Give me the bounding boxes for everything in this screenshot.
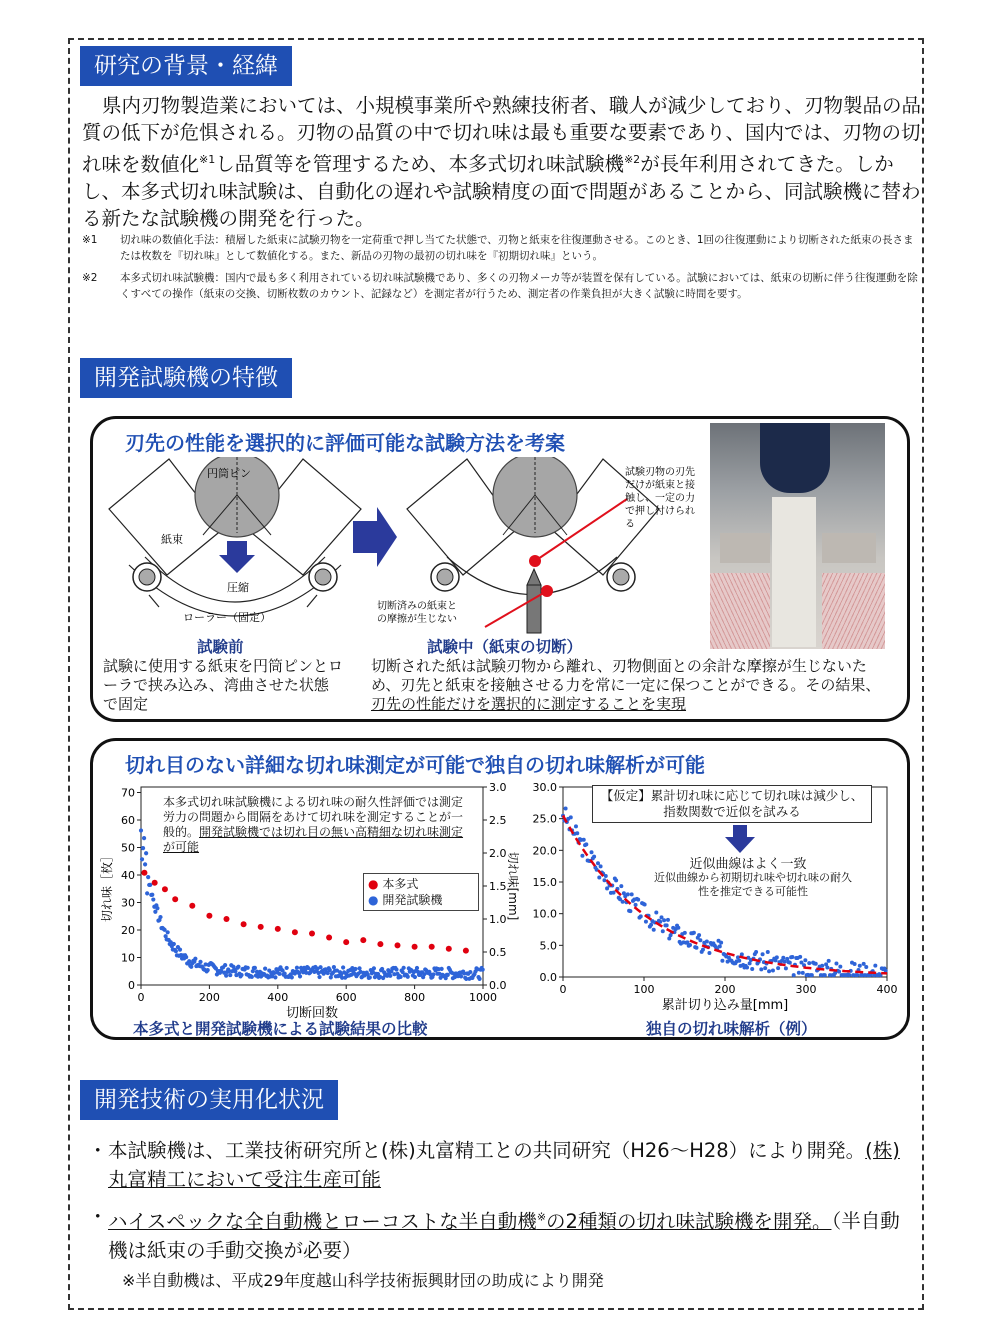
y-tick-label-left: 40	[121, 869, 135, 882]
footnote-1-mark: ※1	[82, 234, 98, 246]
data-point-honda	[377, 941, 383, 947]
legend-label-new-tester: 開発試験機	[382, 893, 443, 907]
data-point	[602, 878, 606, 882]
y-tick-label-left: 60	[121, 814, 135, 827]
bullet-2-text-a: ハイスペックな全自動機とローコストな半自動機	[108, 1209, 537, 1233]
chart-1-note-underlined: 開発試験機では切れ目の無い高精細な切れ味測定が可能	[163, 825, 464, 854]
y-tick-label: 0.0	[539, 971, 557, 984]
data-point	[705, 939, 709, 943]
data-point-new-tester	[223, 963, 227, 967]
data-point	[698, 938, 702, 942]
process-arrow-icon	[353, 507, 397, 567]
x-tick-label: 200	[714, 983, 736, 996]
data-point	[737, 959, 741, 963]
data-point-new-tester	[158, 915, 162, 919]
data-point-new-tester	[317, 975, 321, 979]
data-point	[630, 892, 634, 896]
data-point-new-tester	[142, 836, 146, 840]
data-point-honda	[463, 948, 469, 954]
data-point	[750, 967, 754, 971]
data-point	[771, 969, 775, 973]
data-point	[864, 965, 868, 969]
data-point	[621, 900, 625, 904]
data-point	[597, 875, 601, 879]
x-tick-label: 0	[559, 983, 567, 996]
data-point-new-tester	[318, 965, 322, 969]
data-point	[775, 955, 779, 959]
background-text-3: が長年利用されてきた。しかし、本多式切れ味試験は、自動化の遅れや試験精度の面で問題があることから、同試験機に替わる新たな試験機の開発を行った。	[82, 152, 921, 230]
y-tick-label-right: 1.0	[489, 913, 507, 926]
data-point	[776, 966, 780, 970]
data-point-new-tester	[332, 965, 336, 969]
data-point-honda	[292, 929, 298, 935]
data-point-new-tester	[440, 967, 444, 971]
chart-1-note	[163, 795, 473, 855]
data-point-honda	[241, 921, 247, 927]
data-point	[810, 973, 814, 977]
data-point-new-tester	[415, 966, 419, 970]
data-point-honda	[152, 880, 158, 886]
data-point-honda	[326, 934, 332, 940]
y-tick-label-left: 0	[128, 979, 135, 992]
data-point-new-tester	[148, 883, 152, 887]
data-point	[847, 973, 851, 977]
bullet-1-mark: ・	[88, 1139, 108, 1162]
background-text-1: 県内刃物製造業においては、小規模事業所や熟練技術者、職人が減少しており、刃物製品の品質の低下が危惧される。刃物の品質の中で切れ味は最も重要な要素であり、国内では、刃物の切れ味を数値化	[82, 94, 922, 176]
data-point	[580, 854, 584, 858]
caption-before-text: 試験に使用する紙束を円筒ピンとローラで挟み込み、湾曲させた状態で固定	[103, 657, 344, 713]
data-point	[590, 850, 594, 854]
data-point-new-tester	[263, 967, 267, 971]
y-tick-label-right: 1.5	[489, 880, 507, 893]
data-point-new-tester	[446, 973, 450, 977]
caption-during-text-a: 切断された紙は試験刃物から離れ、刃物側面との余計な摩擦が生じないため、刃先と紙束を接触させる力を常に一定に保つことができる。その結果、	[371, 657, 881, 694]
x-tick-label: 400	[267, 991, 289, 1004]
practical-footnote: ※半自動機は、平成29年度越山科学技術振興財団の助成により開発	[122, 1271, 604, 1290]
data-point-honda	[172, 896, 178, 902]
data-point	[855, 973, 859, 977]
data-point	[719, 941, 723, 945]
data-point-new-tester	[388, 974, 392, 978]
data-point-new-tester	[295, 966, 299, 970]
footnote-1	[82, 232, 920, 264]
data-point-new-tester	[236, 965, 240, 969]
data-point-new-tester	[250, 975, 254, 979]
data-point-new-tester	[145, 891, 149, 895]
data-point	[858, 964, 862, 968]
data-point-new-tester	[228, 973, 232, 977]
data-point-honda	[343, 939, 349, 945]
data-point	[827, 959, 831, 963]
data-point	[694, 946, 698, 950]
footnote-ref-1: ※1	[199, 153, 216, 166]
data-point-new-tester	[406, 975, 410, 979]
data-point	[807, 961, 811, 965]
panel-test-method	[90, 416, 910, 722]
data-point-honda	[258, 924, 264, 930]
label-compression: 圧縮	[227, 581, 249, 594]
data-point	[761, 952, 765, 956]
down-arrow-icon	[725, 825, 755, 855]
data-point	[643, 903, 647, 907]
data-point-new-tester	[398, 975, 402, 979]
data-point-new-tester	[174, 949, 178, 953]
data-point	[688, 943, 692, 947]
chart-1-note-a: 本多式切れ味試験機による切れ味の耐久性評価では測定労力の問題から間隔をあけて切れ味を測定することが一般的。	[163, 795, 464, 839]
caption-before-title: 試験前	[197, 638, 244, 656]
panel-1-title: 刃先の性能を選択的に評価可能な試験方法を考案	[125, 431, 565, 455]
footnote-2	[82, 270, 920, 302]
section-heading-background: 研究の背景・経緯	[80, 46, 292, 86]
data-point-new-tester	[239, 973, 243, 977]
label-paper-bundle: 紙束	[161, 533, 183, 546]
data-point	[614, 878, 618, 882]
data-point-new-tester	[172, 942, 176, 946]
data-point-honda	[360, 937, 366, 943]
footnote-1-text: 切れ味の数値化手法：積層した紙束に試験刃物を一定荷重で押し当てた状態で、刃物と紙束を往復運動させる。このとき、1回の往復運動により切断された紙束の長さまたは枚数を『切れ味』として数値化する。また、新品の刃物の最初の切れ味を『初期切れ味』という。	[120, 234, 914, 262]
bullet-1-underlined: (株)丸富精工において受注生産可能	[108, 1139, 900, 1191]
data-point	[834, 962, 838, 966]
footnote-2-mark: ※2	[82, 272, 98, 284]
data-point-new-tester	[151, 897, 155, 901]
data-point	[649, 923, 653, 927]
data-point-new-tester	[481, 968, 485, 972]
data-point	[692, 931, 696, 935]
data-point	[612, 891, 616, 895]
data-point	[575, 831, 579, 835]
data-point-new-tester	[193, 957, 197, 961]
panel-analysis	[90, 738, 910, 1040]
data-point-new-tester	[353, 967, 357, 971]
data-point	[626, 892, 630, 896]
y-tick-label: 10.0	[532, 907, 557, 921]
y-tick-label-left: 10	[121, 951, 135, 965]
data-point	[644, 920, 648, 924]
data-point-new-tester	[153, 910, 157, 914]
data-point	[797, 971, 801, 975]
tester-photo	[710, 423, 885, 649]
data-point	[697, 933, 701, 937]
data-point-new-tester	[141, 846, 145, 850]
data-point-new-tester	[341, 965, 345, 969]
data-point	[596, 861, 600, 865]
data-point-new-tester	[139, 828, 143, 832]
data-point	[604, 874, 608, 878]
y-tick-label-left: 70	[121, 786, 135, 800]
data-point	[639, 914, 643, 918]
y-tick-label-left: 30	[121, 896, 135, 910]
data-point-new-tester	[144, 851, 148, 855]
data-point	[654, 911, 658, 915]
data-point	[781, 956, 785, 960]
y-axis-label-left: 切れ味［枚］	[100, 849, 114, 923]
data-point	[862, 962, 866, 966]
fit-note-2: 近似曲線から初期切れ味や切れ味の耐久性を推定できる可能性	[654, 871, 852, 898]
data-point	[763, 966, 767, 970]
data-point	[666, 918, 670, 922]
data-point-new-tester	[459, 974, 463, 978]
data-point-new-tester	[178, 948, 182, 952]
legend-item-honda	[368, 876, 474, 892]
data-point-new-tester	[372, 966, 376, 970]
caption-during-text-underlined: 刃先の性能だけを選択的に測定することを実現	[371, 695, 687, 713]
data-point	[707, 951, 711, 955]
y-tick-label-right: 0.5	[489, 946, 507, 959]
data-point	[803, 958, 807, 962]
data-point-honda	[224, 916, 230, 922]
y-tick-label-right: 3.0	[489, 781, 507, 794]
background-text-2: し品質等を管理するため、本多式切れ味試験機	[215, 152, 624, 176]
legend-item-new-tester	[368, 892, 474, 908]
data-point	[754, 950, 758, 954]
data-point	[634, 903, 638, 907]
data-point-new-tester	[143, 862, 147, 866]
data-point	[582, 838, 586, 842]
label-no-friction-note: 切断済みの紙束と の摩擦が生じない	[377, 601, 457, 625]
bullet-2-text-b: の2種類の切れ味試験機を開発。	[546, 1209, 832, 1233]
data-point	[701, 948, 705, 952]
data-point	[853, 962, 857, 966]
data-point-new-tester	[198, 960, 202, 964]
y-tick-label-left: 50	[121, 841, 135, 855]
x-axis-label: 切断回数	[285, 1006, 339, 1021]
data-point-honda	[395, 942, 401, 948]
data-point-new-tester	[246, 966, 250, 970]
section-heading-features: 開発試験機の特徴	[80, 358, 292, 398]
bullet-1	[88, 1136, 918, 1194]
y-tick-label: 20.0	[532, 844, 557, 858]
x-tick-label: 0	[137, 991, 145, 1004]
data-point-new-tester	[206, 968, 210, 972]
data-point	[766, 950, 770, 954]
y-tick-label-right: 2.5	[489, 814, 507, 827]
data-point	[814, 962, 818, 966]
label-roller: ローラー（固定）	[183, 611, 271, 624]
data-point	[665, 923, 669, 927]
data-point-honda	[412, 944, 418, 950]
data-point-new-tester	[155, 906, 159, 910]
y-axis-label-right: 切れ味[mm]	[506, 851, 520, 921]
x-tick-label: 1000	[469, 991, 497, 1004]
y-tick-label-left: 20	[121, 924, 135, 937]
data-point-new-tester	[328, 968, 332, 972]
data-point	[825, 966, 829, 970]
data-point-new-tester	[477, 977, 481, 981]
data-point	[661, 929, 665, 933]
background-paragraph	[82, 92, 922, 232]
data-point-new-tester	[253, 966, 257, 970]
x-tick-label: 800	[404, 991, 426, 1004]
section-heading-practical: 開発技術の実用化状況	[80, 1080, 338, 1120]
data-point	[759, 967, 763, 971]
data-point-new-tester	[394, 967, 398, 971]
footnote-ref-2: ※2	[623, 153, 641, 166]
data-point	[599, 864, 603, 868]
data-point-honda	[189, 903, 195, 909]
chart-1-legend	[363, 873, 479, 911]
data-point	[748, 961, 752, 965]
data-point-new-tester	[431, 972, 435, 976]
data-point	[574, 824, 578, 828]
data-point-new-tester	[224, 974, 228, 978]
data-point	[619, 884, 623, 888]
data-point	[720, 959, 724, 963]
data-point	[683, 931, 687, 935]
data-point	[636, 898, 640, 902]
legend-label-honda: 本多式	[382, 877, 419, 891]
y-tick-label-right: 0.0	[489, 979, 507, 992]
data-point	[784, 966, 788, 970]
data-point	[564, 806, 568, 810]
data-point-new-tester	[368, 975, 372, 979]
test-method-diagram	[107, 457, 707, 647]
data-point-new-tester	[146, 875, 150, 879]
x-tick-label: 600	[335, 991, 357, 1004]
data-point	[801, 971, 805, 975]
panel-2-title: 切れ目のない詳細な切れ味測定が可能で独自の切れ味解析が可能	[125, 753, 705, 777]
data-point	[837, 970, 841, 974]
x-tick-label: 100	[633, 983, 655, 996]
data-point	[873, 964, 877, 968]
x-tick-label: 400	[876, 983, 898, 996]
caption-during-title: 試験中（紙束の切断）	[427, 638, 583, 656]
data-point-new-tester	[166, 930, 170, 934]
y-tick-label-right: 2.0	[489, 847, 507, 860]
data-point-new-tester	[402, 966, 406, 970]
data-point-new-tester	[298, 974, 302, 978]
bullet-2-sup: ※	[536, 1210, 547, 1223]
data-point	[767, 969, 771, 973]
bullet-2-mark: ・	[88, 1205, 108, 1228]
data-point-new-tester	[273, 975, 277, 979]
fit-note-1: 近似曲線はよく一致	[689, 857, 807, 872]
data-point	[569, 815, 573, 819]
y-tick-label: 25.0	[532, 812, 557, 826]
y-tick-label: 5.0	[539, 939, 557, 953]
x-tick-label: 300	[795, 983, 817, 996]
hypothesis-box: 【仮定】累計切れ味に応じて切れ味は減少し、指数関数で近似を試みる	[592, 785, 872, 823]
data-point	[820, 964, 824, 968]
data-point	[745, 966, 749, 970]
data-point-new-tester	[413, 975, 417, 979]
data-point-new-tester	[150, 893, 154, 897]
data-point	[823, 973, 827, 977]
data-point-honda	[446, 946, 452, 952]
data-point	[592, 855, 596, 859]
data-point-new-tester	[184, 955, 188, 959]
x-axis-label: 累計切り込み量[mm]	[661, 998, 789, 1013]
legend-dot-blue-icon: ●	[368, 893, 379, 907]
data-point	[628, 909, 632, 913]
y-tick-label: 30.0	[532, 781, 557, 794]
data-point-honda	[141, 870, 147, 876]
data-point	[676, 926, 680, 930]
data-point	[662, 918, 666, 922]
x-tick-label: 200	[198, 991, 220, 1004]
data-point	[718, 944, 722, 948]
data-point	[788, 961, 792, 965]
data-point-honda	[275, 926, 281, 932]
legend-dot-red-icon: ●	[368, 877, 379, 891]
data-point-new-tester	[140, 857, 144, 861]
data-point	[798, 955, 802, 959]
bullet-2-text-c: （半自動機は紙束の手動交換が必要）	[108, 1209, 900, 1262]
bullet-2	[88, 1202, 918, 1265]
data-point-new-tester	[357, 966, 361, 970]
data-point	[792, 973, 796, 977]
data-point	[652, 928, 656, 932]
data-point	[790, 955, 794, 959]
label-edge-contact-note: 試験刃物の刃先 だけが紙束と接 触し、一定の力 で押し付けられ る	[625, 467, 695, 530]
chart-2-caption: 独自の切れ味解析（例）	[646, 1020, 817, 1038]
y-tick-label: 15.0	[532, 876, 557, 889]
label-cylinder-pin: 円筒ピン	[207, 467, 251, 480]
data-point-honda	[162, 886, 168, 892]
data-point	[838, 965, 842, 969]
data-point-new-tester	[285, 966, 289, 970]
bullet-1-text: 本試験機は、工業技術研究所と(株)丸富精工との共同研究（H26～H28）により開発。	[108, 1139, 866, 1162]
data-point-new-tester	[290, 975, 294, 979]
caption-during-text	[371, 657, 881, 714]
data-point-honda	[429, 944, 435, 950]
data-point-new-tester	[468, 970, 472, 974]
chart-1-caption: 本多式と開発試験機による試験結果の比較	[133, 1020, 428, 1038]
footnote-2-text: 本多式切れ味試験機：国内で最も多く利用されている切れ味試験機であり、多くの刃物メーカ等が装置を保有している。試験においては、紙束の切断に伴う往復運動を除くすべての操作（紙束の交換、切断枚数のカウント、記録など）を測定者が行うため、測定者の作業負担が大きく試験に時間を要す。	[120, 272, 918, 300]
data-point-honda	[206, 913, 212, 919]
data-point	[584, 842, 588, 846]
data-point-honda	[309, 931, 315, 937]
data-point-new-tester	[277, 972, 281, 976]
